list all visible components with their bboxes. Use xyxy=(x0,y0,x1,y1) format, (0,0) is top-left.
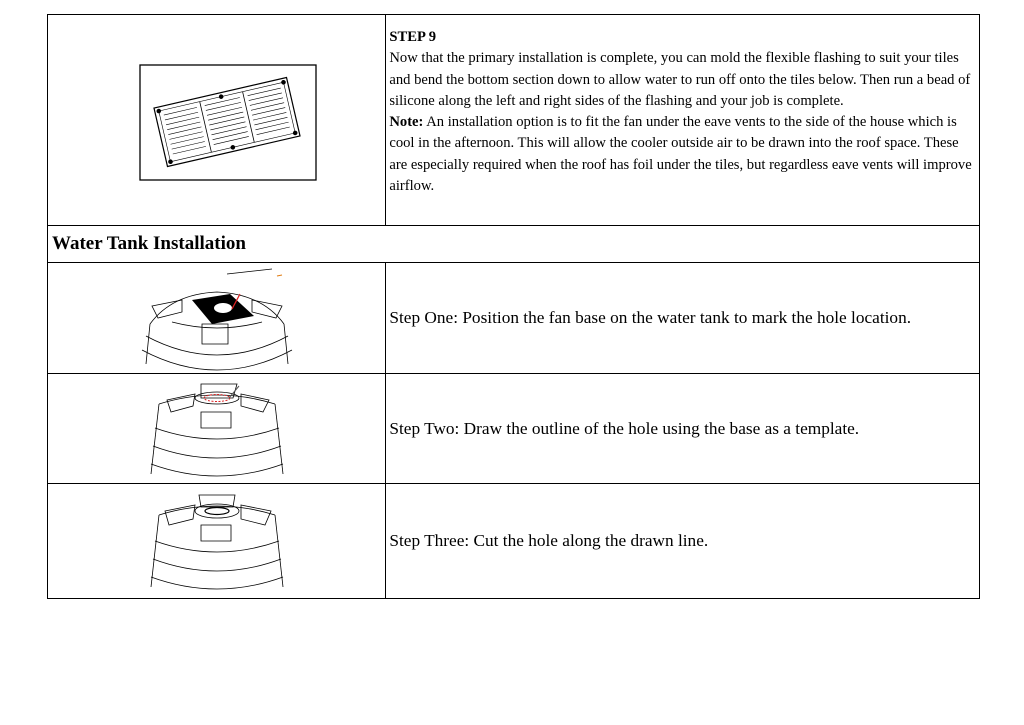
step9-text-cell xyxy=(386,15,980,226)
step-row xyxy=(48,484,980,599)
step-three-text: Step Three: Cut the hole along the drawn line. xyxy=(386,484,980,599)
step9-row xyxy=(48,15,980,226)
tank-illustration-cell xyxy=(48,263,386,374)
step-row xyxy=(48,263,980,374)
step-one-text: Step One: Position the fan base on the water tank to mark the hole location. xyxy=(386,263,980,374)
note-label: Note: xyxy=(389,114,424,131)
step9-title: STEP 9 xyxy=(389,29,436,45)
section-heading: Water Tank Installation xyxy=(48,226,980,263)
tank-illustration-cell xyxy=(48,374,386,484)
tank-cut-hole-illustration xyxy=(137,487,297,595)
tank-illustration-cell xyxy=(48,484,386,599)
tank-outline-illustration xyxy=(137,376,297,482)
eave-vent-illustration xyxy=(117,55,317,185)
step-row xyxy=(48,374,980,484)
eave-vent-illustration-cell xyxy=(48,15,386,226)
instruction-table xyxy=(47,14,980,599)
note-text: An installation option is to fit the fan under the eave vents to the side of the house which is cool in the afternoon. This will allow the cooler outside air to be drawn into the roof space. These are especially required when the roof has foil under the tiles, but regardless eave vents will improve airflow. xyxy=(389,114,972,195)
section-heading-row xyxy=(48,226,980,263)
step9-body: Now that the primary installation is complete, you can mold the flexible flashing to suit your tiles and bend the bottom section down to allow water to run off onto the tiles below. Then run a bead of silicone along the left and right sides of the flashing and your job is complete. xyxy=(389,50,971,109)
step-two-text: Step Two: Draw the outline of the hole using the base as a template. xyxy=(386,374,980,484)
tank-fan-base-illustration xyxy=(132,264,302,372)
